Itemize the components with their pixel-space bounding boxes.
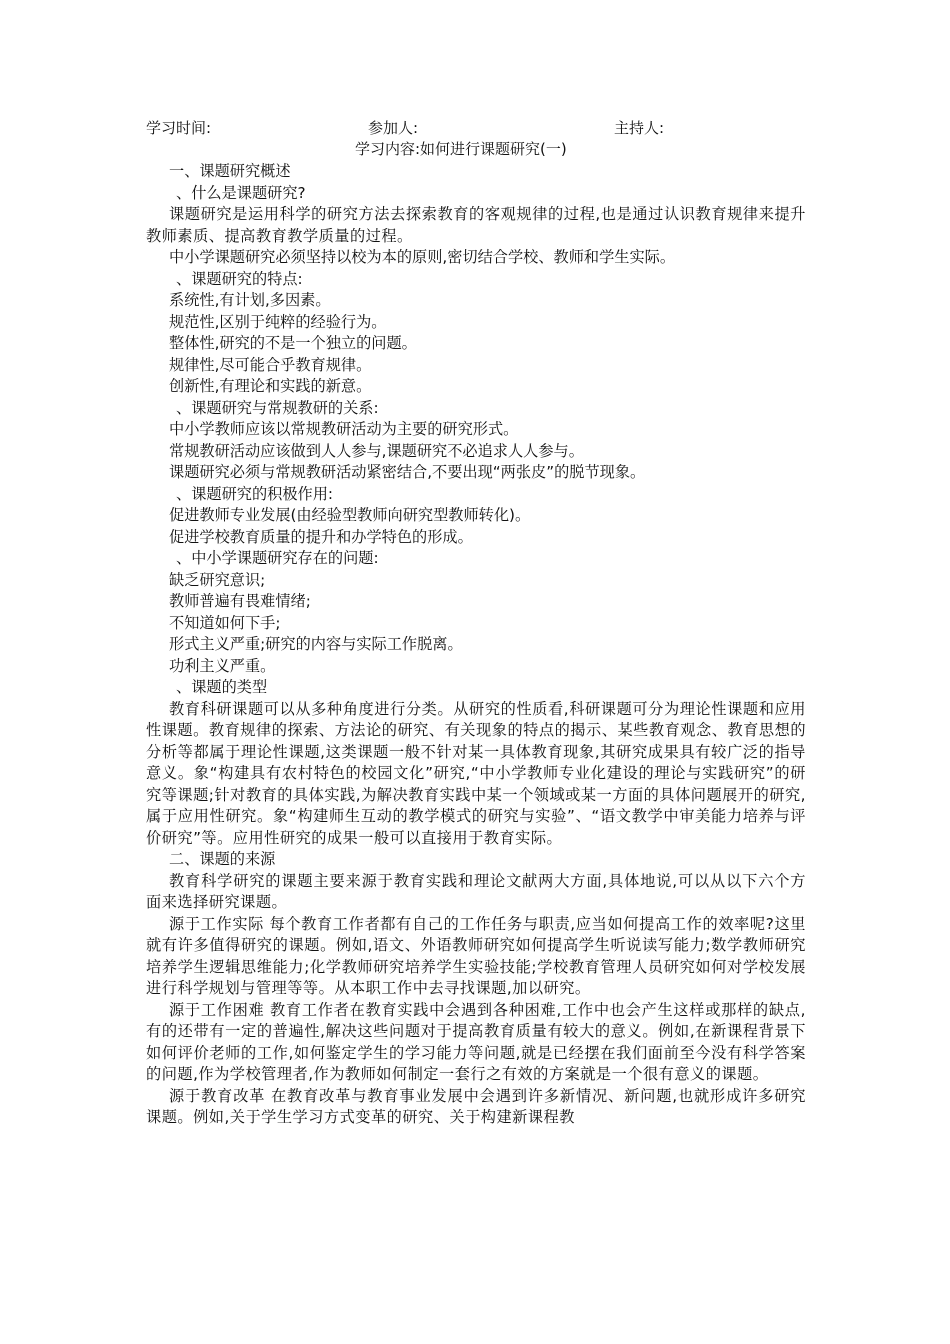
section-heading: 、什么是课题研究? bbox=[176, 183, 306, 202]
list-item: 中小学课题研究必须坚持以校为本的原则,密切结合学校、教师和学生实际。 bbox=[169, 248, 676, 266]
body-paragraph: 源于教育改革 在教育改革与教育事业发展中会遇到许多新情况、新问题,也就形成许多研究课题。例如,关于学生学习方式变革的研究、关于构建新课程教 bbox=[146, 1086, 806, 1126]
body-paragraph: 源于工作实际 每个教育工作者都有自己的工作任务与职责,应当如何提高工作的效率呢?这里就有许多值得研究的课题。例如,语文、外语教师研究如何提高学生听说读写能力;数学教师研究培养学生逻辑思维能力;化学教师研究培养学生实验技能;学校教育管理人员研究如何对学校发展进行科学规划与管理等等。从本职工作中去寻找课题,加以研究。 bbox=[146, 914, 806, 997]
list-item: 形式主义严重;研究的内容与实际工作脱离。 bbox=[169, 635, 463, 653]
body-paragraph: 教育科研课题可以从多种角度进行分类。从研究的性质看,科研课题可分为理论性课题和应用性课题。教育规律的探索、方法论的研究、有关现象的特点的揭示、某些教育观念、教育思想的分析等都属于理论性课题,这类课题一般不针对某一具体教育现象,其研究成果具有较广泛的指导意义。象“构建具有农村特色的校园文化”研究,“中小学教师专业化建设的理论与实践研究”的研究等课题;针对教育的具体实践,为解决教育实践中某一个领域或某一方面的具体问题展开的研究,属于应用性研究。象“构建师生互动的教学模式的研究与实验”、“语文教学中审美能力培养与评价研究”等。应用性研究的成果一般可以直接用于教育实际。 bbox=[146, 699, 806, 847]
list-item: 不知道如何下手; bbox=[169, 613, 281, 632]
section-heading: 二、课题的来源 bbox=[169, 850, 276, 868]
list-item: 常规教研活动应该做到人人参与,课题研究不必追求人人参与。 bbox=[169, 441, 584, 460]
body-paragraph: 课题研究是运用科学的研究方法去探索教育的客观规律的过程,也是通过认识教育规律来提升教师素质、提高教育教学质量的过程。 bbox=[146, 205, 806, 245]
body-paragraph: 教育科学研究的课题主要来源于教育实践和理论文献两大方面,具体地说,可以从以下六个方面来选择研究课题。 bbox=[146, 871, 806, 911]
list-item: 缺乏研究意识; bbox=[169, 570, 266, 589]
section-heading: 、课题研究的积极作用: bbox=[176, 484, 333, 503]
list-item: 促进学校教育质量的提升和办学特色的形成。 bbox=[169, 527, 473, 546]
section-heading: 、中小学课题研究存在的问题: bbox=[176, 549, 379, 567]
section-heading: 、课题研究与常规教研的关系: bbox=[176, 398, 379, 417]
study-time-label: 学习时间: bbox=[146, 119, 212, 137]
list-item: 功利主义严重。 bbox=[169, 656, 276, 675]
list-item: 促进教师专业发展(由经验型教师向研究型教师转化)。 bbox=[169, 506, 531, 524]
list-item: 整体性,研究的不是一个独立的问题。 bbox=[169, 334, 417, 352]
section-heading: 、课题研究的特点: bbox=[176, 269, 303, 288]
participants-label: 参加人: bbox=[368, 119, 419, 137]
list-item: 中小学教师应该以常规教研活动为主要的研究形式。 bbox=[169, 420, 519, 438]
study-content-title: 学习内容:如何进行课题研究(一) bbox=[355, 140, 567, 158]
section-heading: 、课题的类型 bbox=[176, 678, 268, 696]
host-label: 主持人: bbox=[614, 119, 665, 137]
section-heading: 一、课题研究概述 bbox=[169, 162, 291, 180]
list-item: 规范性,区别于纯粹的经验行为。 bbox=[169, 312, 387, 331]
list-item: 创新性,有理论和实践的新意。 bbox=[169, 377, 372, 395]
list-item: 课题研究必须与常规教研活动紧密结合,不要出现“两张皮”的脱节现象。 bbox=[169, 463, 646, 481]
list-item: 系统性,有计划,多因素。 bbox=[169, 291, 331, 309]
document-body bbox=[146, 161, 806, 1129]
body-paragraph: 源于工作困难 教育工作者在教育实践中会遇到各种困难,工作中也会产生这样或那样的缺点,有的还带有一定的普遍性,解决这些问题对于提高教育质量有较大的意义。例如,在新课程背景下如何评价老师的工作,如何鉴定学生的学习能力等问题,就是已经摆在我们面前至今没有科学答案的问题,作为学校管理者,作为教师如何制定一套行之有效的方案就是一个很有意义的课题。 bbox=[146, 1000, 806, 1083]
list-item: 规律性,尽可能合乎教育规律。 bbox=[169, 355, 372, 374]
list-item: 教师普遍有畏难情绪; bbox=[169, 592, 311, 610]
